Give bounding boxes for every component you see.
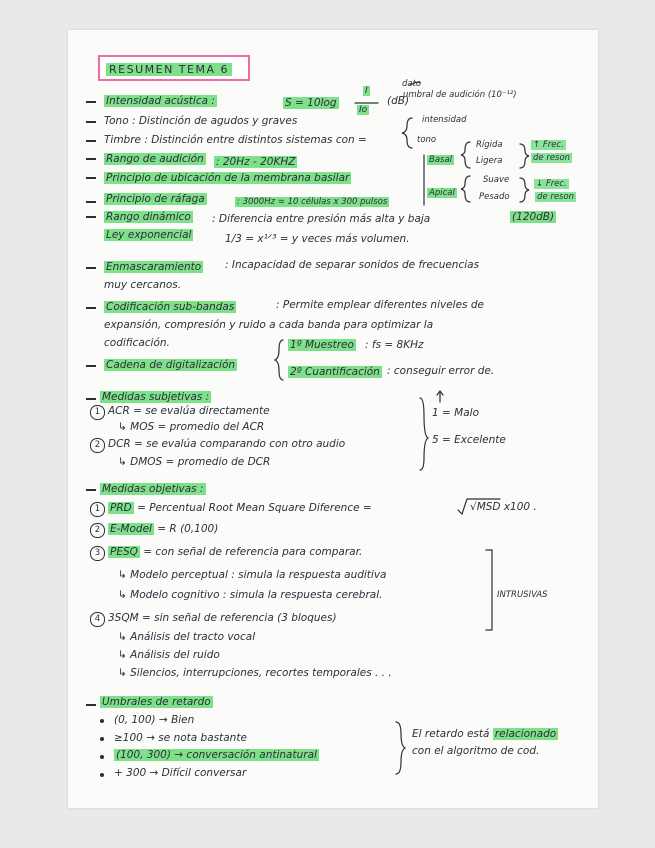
umbral-item-1: (0, 100) → Bien [114, 714, 195, 726]
apical-label: Apical [429, 188, 455, 198]
codificacion-text2: expansión, compresión y ruido a cada banda para optimizar la [104, 319, 434, 331]
codificacion-label: Codificación sub-bandas [106, 301, 235, 313]
cadena-brace [275, 340, 283, 380]
umbral-item-4: + 300 → Difícil conversar [114, 767, 247, 779]
escala-malo: 1 = Malo [432, 407, 479, 419]
db-unit: (dB) [387, 95, 410, 107]
rango-label: Rango de audición [106, 153, 204, 165]
ligera-label: Ligera [476, 156, 503, 166]
umbral-item-2: ≥100 → se nota bastante [114, 732, 247, 744]
mas-frec-label: ↑ Frec. [533, 140, 564, 150]
retardo-brace [396, 722, 405, 774]
intensidad-side: intensidad [422, 115, 467, 125]
timbre-line: Timbre : Distinción entre distintos sistemas con = [104, 134, 367, 146]
intensidad-formula: S = 10log [285, 97, 337, 109]
ley-value: 1/3 = x¹ᐟ³ = y veces más volumen. [225, 233, 410, 245]
prd-line: 1 PRD = Percentual Root Mean Square Diference = [90, 502, 372, 517]
prd-formula: √MSD x100 . [470, 501, 537, 513]
basal-label: Basal [429, 155, 453, 165]
sqm-sub1: ↳ Análisis del tracto vocal [118, 631, 256, 643]
acr-line: 1 ACR = se evalúa directamente [90, 405, 270, 420]
intrusivas-label: INTRUSIVAS [497, 590, 548, 600]
suave-brace [520, 178, 529, 202]
de-reson-1: de reson [533, 153, 571, 163]
subjetivas-label: Medidas subjetivas : [102, 391, 210, 403]
dato-note: dato [402, 79, 422, 89]
intrusivas-bracket [486, 550, 492, 630]
sqrt-sign [458, 499, 500, 514]
enmascaramiento-text: : Incapacidad de separar sonidos de frecuencias [225, 259, 480, 271]
umbral-item-3: (100, 300) → conversación antinatural [116, 749, 317, 761]
timbre-brace [402, 118, 412, 148]
cuantificacion-text: : conseguir error de. [387, 365, 495, 377]
principio-ubicacion: Principio de ubicación de la membrana basilar [106, 172, 350, 184]
retardo-note-1: El retardo está relacionado [412, 728, 557, 740]
sqm-sub2: ↳ Análisis del ruido [118, 649, 220, 661]
dato-arrow [410, 82, 420, 85]
rafaga-value: : 3000Hz = 10 células x 300 pulsos [237, 197, 388, 207]
rango-value: : 20Hz - 20KHZ [216, 156, 296, 168]
dcr-line: 2 DCR = se evalúa comparando con otro audio [90, 438, 345, 453]
rigida-brace [520, 144, 529, 168]
muestreo-label: 1º Muestreo [290, 339, 354, 351]
menos-frec-label: ↓ Frec. [536, 179, 567, 189]
db120: (120dB) [512, 211, 555, 223]
fraction-numerator: I [365, 86, 368, 96]
fraction-denominator: Io [359, 105, 368, 115]
mos-line: ↳ MOS = promedio del ACR [118, 421, 265, 433]
suave-label: Suave [483, 175, 510, 185]
pesq-sub1: ↳ Modelo perceptual : simula la respuesta auditiva [118, 569, 387, 581]
tono-line: Tono : Distinción de agudos y graves [104, 115, 298, 127]
umbral-note: umbral de audición (10⁻¹²) [403, 90, 517, 100]
pesq-line: 3 PESQ = con señal de referencia para comparar. [90, 546, 362, 561]
subjetivas-brace [420, 398, 428, 470]
sqm-sub3: ↳ Silencios, interrupciones, recortes temporales . . . [118, 667, 392, 679]
rango-dinamico-text: : Diferencia entre presión más alta y baja [212, 213, 431, 225]
cadena-label: Cadena de digitalización [106, 359, 236, 371]
basal-brace [461, 142, 470, 168]
dmos-line: ↳ DMOS = promedio de DCR [118, 456, 271, 468]
enmascaramiento-text2: muy cercanos. [104, 279, 182, 291]
cuantificacion-label: 2º Cuantificación [290, 366, 380, 378]
sqm-line: 4 3SQM = sin señal de referencia (3 bloques) [90, 612, 337, 627]
rigida-label: Rígida [476, 140, 503, 150]
escala-excelente: 5 = Excelente [432, 434, 506, 446]
objetivas-label: Medidas objetivas : [102, 483, 204, 495]
ley-label: Ley exponencial [106, 229, 192, 241]
tono-side: tono [417, 135, 437, 145]
rango-dinamico-label: Rango dinámico [106, 211, 191, 223]
intensidad-label: Intensidad acústica : [106, 95, 215, 107]
enmascaramiento-label: Enmascaramiento [106, 261, 202, 273]
emodel-line: 2 E-Model = R (0,100) [90, 523, 218, 538]
de-reson-2: de reson [537, 192, 575, 202]
codificacion-text3: codificación. [104, 337, 170, 349]
pesq-sub2: ↳ Modelo cognitivo : simula la respuesta cerebral. [118, 589, 383, 601]
apical-brace [461, 176, 470, 202]
codificacion-text1: : Permite emplear diferentes niveles de [276, 299, 484, 311]
umbrales-label: Umbrales de retardo [102, 696, 211, 708]
fs-value: : fs = 8KHz [365, 339, 424, 351]
page-title: RESUMEN TEMA 6 [106, 63, 232, 76]
pesado-label: Pesado [479, 192, 510, 202]
principio-rafaga: Principio de ráfaga [106, 193, 205, 205]
retardo-note-2: con el algoritmo de cod. [412, 745, 540, 757]
